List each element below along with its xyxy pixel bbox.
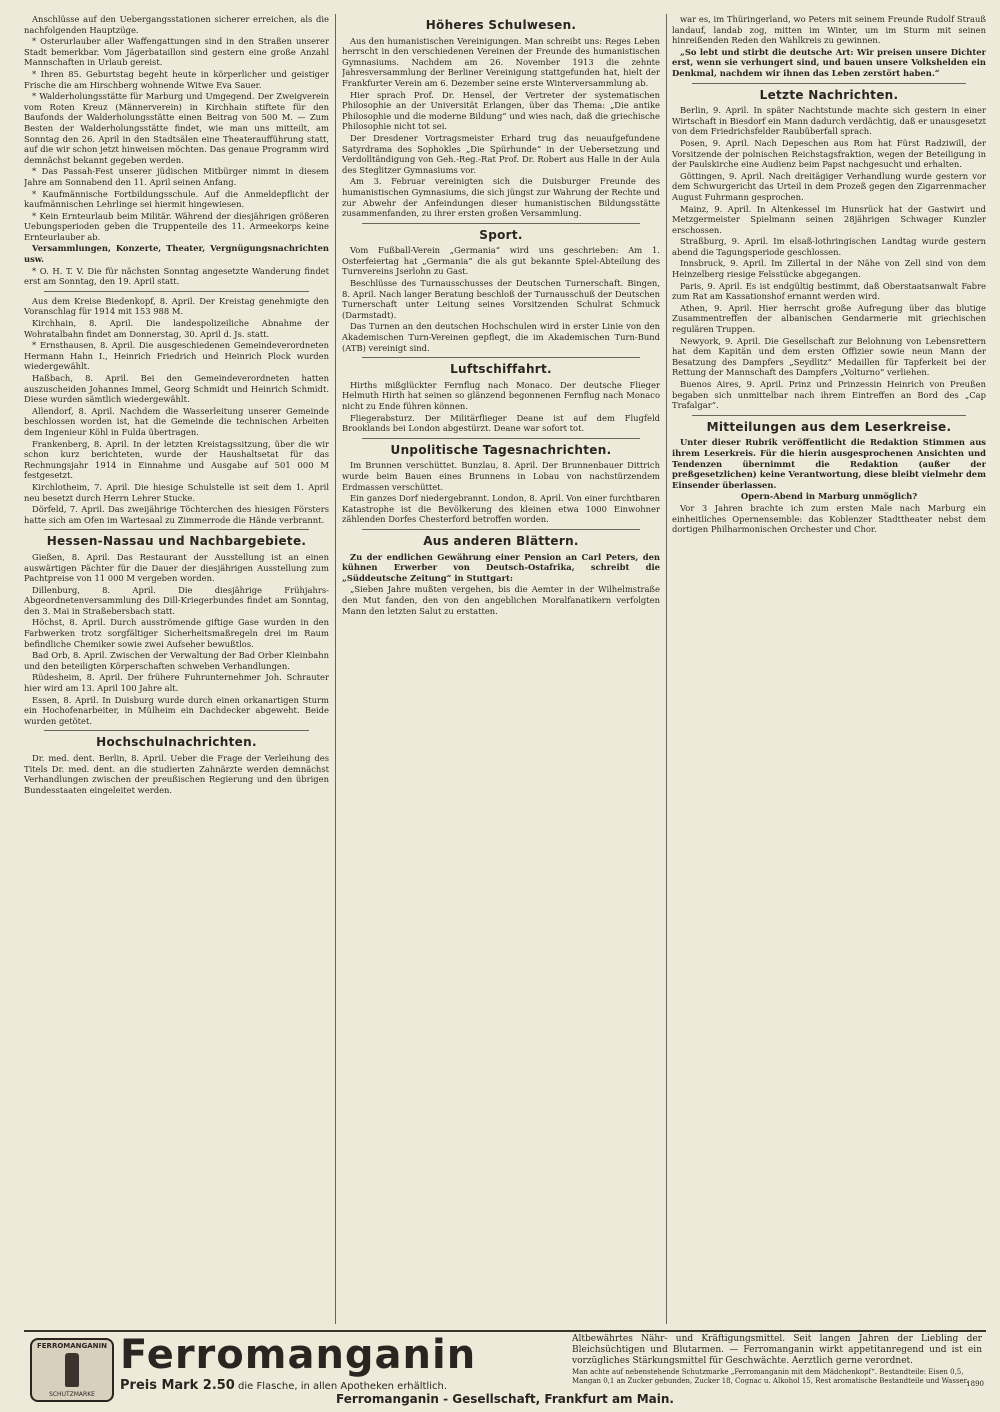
article-text: Kirchlotheim, 7. April. Die hiesige Schulstelle ist seit dem 1. April neu besetzt durch Herrn Lehrer Stucke. [24,481,329,503]
article-text: „So lebt und stirbt die deutsche Art: Wir preisen unsere Dichter erst, wenn sie verhungert sind, und bauen unsere Volkshelden ein Denkmal, nachdem wir ihnen das Leben zerstört haben.“ [672,46,986,78]
article-text: Mainz, 9. April. In Altenkessel im Hunsrück hat der Gastwirt und Metzgermeister Spielmann seinen 28jährigen Schwager Kunzler erschossen. [672,203,986,235]
article-text: Allendorf, 8. April. Nachdem die Wasserleitung unserer Gemeinde beschlossen worden ist, hat die Gemeinde die technischen Arbeiten dem Ingenieur Köhl in Fulda übertragen. [24,405,329,437]
article-text: Innsbruck, 9. April. Im Zillertal in der Nähe von Zell sind von dem Heinzelberg riesige Felsstücke abgegangen. [672,258,986,280]
article-text: Buenos Aires, 9. April. Prinz und Prinzessin Heinrich von Preußen begaben sich unmittelbar nach ihrem Eintreffen an Bord des „Cap Trafalgar“. [672,379,986,411]
bottle-icon [65,1353,79,1387]
ad-number: 1890 [966,1380,984,1388]
section-heading: Höheres Schulwesen. [425,18,577,32]
article-text: * Ihren 85. Geburtstag begeht heute in körperlicher und geistiger Frische die am Hirschberg wohnende Witwe Eva Sauer. [24,68,329,90]
article-text: Essen, 8. April. In Duisburg wurde durch einen orkanartigen Sturm ein Hochofenarbeiter, in Mülheim ein Dachdecker abgeweht. Beide wurden getötet. [24,694,329,726]
article-text: Am 3. Februar vereinigten sich die Duisburger Freunde des humanistischen Gymnasiums, die sich jüngst zur Wahrung der Rechte und zur Abwehr der Anfeindungen dieser humanistischen Bildungsstätte zusammenfanden, zu ihrer ersten großen Versammlung. [342,176,660,219]
article-text: * Kaufmännische Fortbildungsschule. Auf die Anmeldepflicht der kaufmännischen Lehrlinge sei hiermit hingewiesen. [24,188,329,210]
article-text: Vor 3 Jahren brachte ich zum ersten Male nach Marburg ein einheitliches Opernensemble: das Koblenzer Stadttheater nebst dem dortigen Philharmonischen Orchester und Chor. [672,502,986,535]
article-text: Aus den humanistischen Vereinigungen. Man schreibt uns: Reges Leben herrscht in den verschiedenen Vereinen der Freunde des humanistischen Gymnasiums. Nachdem am 26. November 1913 die zehnte Jahresversammlung der Berliner Vereinigung stattgefunden hat, hielt der Frankfurter Verein am 6. Dezember seine erste Winterversammlung ab. [342,35,660,88]
article-title: Opern-Abend in Marburg unmöglich? [740,491,918,502]
column-rule [666,14,667,1324]
article-text: * Walderholungsstätte für Marburg und Umgegend. Der Zweigverein vom Roten Kreuz (Männerverein) in Kirchhain stiftete für den Baufonds der Walderholungsstätte einen Beitrag von 500 M. — Zum Besten der Walderholungsstätte findet, wie man uns mitteilt, am Sonntag den 26. April in den Stadtsälen eine Theateraufführung statt, auf die wir schon jetzt hinweisen möchten. Das genaue Programm wird demnächst bekannt gegeben werden. [24,91,329,165]
article-text: Athen, 9. April. Hier herrscht große Aufregung über das blutige Zusammentreffen der albanischen Gendarmerie mit griechischen regulären Truppen. [672,302,986,335]
article-text: Dillenburg, 8. April. Die diesjährige Frühjahrs-Abgeordnetenversammlung des Dill-Kriegerbundes findet am Sonntag, den 3. Mai in Straßebersbach statt. [24,584,329,616]
section-subheading: Versammlungen, Konzerte, Theater, Vergnügungsnachrichten usw. [24,243,329,265]
article-text: Newyork, 9. April. Die Gesellschaft zur Belohnung von Lebensrettern hat dem Kapitän und dem ersten Offizier sowie neun Mann der Besatzung des Dampfers „Seydlitz“ Medaillen für Tapferkeit bei der Rettung der Mannschaft des Dampfers „Volturno“ verliehen. [672,335,986,378]
article-text: Haßbach, 8. April. Bei den Gemeindeverordneten hatten auszuscheiden Johannes Immel, Georg Schmidt und Heinrich Schmidt. Diese wurden sämtlich wiedergewählt. [24,373,329,405]
divider [44,730,309,731]
column-rule [335,14,336,1324]
column-left [24,14,329,1324]
price-text: die Flasche, in allen Apotheken erhältlich. [238,1381,447,1392]
divider [692,83,966,84]
article-text: Posen, 9. April. Nach Depeschen aus Rom hat Fürst Radziwill, der Vorsitzende der polnischen Reichstagsfraktion, wegen der Beteiligung in der Paulskirche eine Audienz beim Papst nachgesucht und erhalten. [672,137,986,170]
article-text: Fliegerabsturz. Der Militärflieger Deane ist auf dem Flugfeld Brooklands bei London abgestürzt. Deane war sofort tot. [342,412,660,434]
article-text: * Osterurlauber aller Waffengattungen sind in den Straßen unserer Stadt bemerkbar. Vom Jägerbataillon sind gestern eine große Anzahl Mannschaften in Urlaub gereist. [24,36,329,68]
article-text: * Kein Ernteurlaub beim Militär. Während der diesjährigen größeren Uebungsperioden geben die Truppenteile des 11. Armeekorps keine Ernteurlauber ab. [24,210,329,242]
article-text: Dr. med. dent. Berlin, 8. April. Ueber die Frage der Verleihung des Titels Dr. med. dent. an die studierten Zahnärzte werden demnächst Verhandlungen zwischen der preußischen Regierung und den übrigen Bundesstaaten eingeleitet werden. [24,753,329,795]
divider [44,291,309,292]
article-text: * Das Passah-Fest unserer jüdischen Mitbürger nimmt in diesem Jahre am Sonnabend den 11. April seinen Anfang. [24,166,329,187]
divider [44,529,309,530]
article-text: Ein ganzes Dorf niedergebrannt. London, 8. April. Von einer furchtbaren Katastrophe ist die Bevölkerung des kleinen etwa 1000 Einwohner zählenden Dorfes Chesterford betroffen worden. [342,493,660,525]
article-text: war es, im Thüringerland, wo Peters mit seinem Freunde Rudolf Strauß landauf, landab zog, mitten im Winter, um im Sturm mit seinen hinreißenden Reden den Wahlkreis zu gewinnen. [672,14,986,46]
section-heading: Sport. [479,227,523,242]
ad-brand-name: Ferromanganin [120,1332,477,1378]
section-heading: Mitteilungen aus dem Leserkreise. [706,419,952,434]
ad-company: Ferromanganin - Gesellschaft, Frankfurt am Main. [336,1392,674,1406]
article-text: Aus dem Kreise Biedenkopf, 8. April. Der Kreistag genehmigte den Voranschlag für 1914 mit 153 988 M. [24,295,329,317]
ad-fineprint: Man achte auf nebenstehende Schutzmarke „Ferromanganin mit dem Mädchenkopf“. Bestandteile: Eisen 0,5, Mangan 0,1 an Zucker gebunden, Zucker 18, Cognac u. Alkohol 15, Rest aromatische Bestandteile und Wasser. [572,1368,969,1385]
ad-description: Altbewährtes Nähr- und Kräftigungsmittel. Seit langen Jahren der Liebling der Bleichsüchtigen und Blutarmen. — Ferromanganin wirkt appetitanregend und ist ein vorzügliches Stärkungsmittel für Geschwächte. Aerztlich gerne verordnet. [572,1334,982,1366]
article-text: Hier sprach Prof. Dr. Hensel, der Vertreter der systematischen Philosophie an der Universität Erlangen, über das Thema: „Die antike Philosophie und die moderne Bildung“ und wies nach, daß die griechische Philosophie nicht tot sei. [342,89,660,132]
article-text: Unter dieser Rubrik veröffentlicht die Redaktion Stimmen aus ihrem Leserkreis. Für die hierin ausgesprochenen Ansichten und Tendenzen übernimmt die Redaktion (außer der preßgesetzlichen) keine Verantwortung, diese bleibt vielmehr dem Einsender überlassen. [672,437,986,490]
section-heading: Unpolitische Tagesnachrichten. [390,442,612,457]
article-text: „Sieben Jahre mußten vergehen, bis die Aemter in der Wilhelmstraße den Mut fanden, den von den angeblichen Moralfanatikern verfolgten Mann den letzten Salut zu erstatten. [342,584,660,616]
column-right [672,14,986,1324]
newspaper-page [24,14,986,1324]
advertisement [24,1330,986,1404]
article-text: * O. H. T. V. Die für nächsten Sonntag angesetzte Wanderung findet erst am Sonntag, den 19. April statt. [24,265,329,287]
logo-text: FERROMANGANIN [36,1342,108,1350]
article-text: Kirchhain, 8. April. Die landespolizeiliche Abnahme der Wohratalbahn findet am Donnerstag, 30. April d. Js. statt. [24,318,329,339]
article-text: Bad Orb, 8. April. Zwischen der Verwaltung der Bad Orber Kleinbahn und den beteiligten Körperschaften schweben Verhandlungen. [24,650,329,671]
article-text: Der Dresdener Vortragsmeister Erhard trug das neuaufgefundene Satyrdrama des Sophokles „Die Spürhunde“ in der Uebersetzung und Verdolltändigung von Geh.-Reg.-Rat Prof. Dr. Robert aus Halle in der Aula des Steglitzer Gymnasiums vor. [342,132,660,175]
section-heading: Hochschulnachrichten. [96,735,257,750]
article-text: Vom Fußball-Verein „Germania“ wird uns geschrieben: Am 1. Osterfeiertag hat „Germania“ die als gut bekannte Spiel-Abteilung des Turnvereins Jserlohn zu Gast. [342,245,660,277]
article-text: Zu der endlichen Gewährung einer Pension an Carl Peters, den kühnen Erwerber von Deutsch-Ostafrika, schreibt die „Süddeutsche Zeitung“ in Stuttgart: [342,551,660,583]
article-text: Dörfeld, 7. April. Das zweijährige Töchterchen des hiesigen Försters hatte sich am Ofen im Wartesaal zu Zimmerrode die Hände verbrannt. [24,504,329,525]
section-heading: Aus anderen Blättern. [423,533,579,548]
divider [362,223,640,224]
divider [362,357,640,358]
article-text: Höchst, 8. April. Durch ausströmende giftige Gase wurden in den Farbwerken trotz sorgfältiger Sicherheitsmaßregeln drei im Raum befindliche Chemiker sowie zwei Aufseher bewußtlos. [24,617,329,649]
article-text: Im Brunnen verschüttet. Bunzlau, 8. April. Der Brunnenbauer Dittrich wurde beim Bauen eines Brunnens in Lobau von nachstürzendem Erdmassen verschüttet. [342,460,660,492]
divider [692,415,966,416]
divider [362,438,640,439]
article-text: Hirths mißglückter Fernflug nach Monaco. Der deutsche Flieger Helmuth Hirth hat seinen so glänzend begonnenen Fernflug nach Monaco nicht zu Ende führen können. [342,379,660,411]
article-text: Paris, 9. April. Es ist endgültig bestimmt, daß Oberstaatsanwalt Fabre zum Rat am Kassationshof ernannt werden wird. [672,280,986,302]
article-text: Anschlüsse auf den Uebergangsstationen sicherer erreichen, als die nachfolgenden Hauptzüge. [24,14,329,35]
section-heading: Hessen-Nassau und Nachbargebiete. [46,534,307,549]
ad-price [120,1378,447,1393]
divider [362,529,640,530]
section-heading: Luftschiffahrt. [450,362,552,377]
article-text: Göttingen, 9. April. Nach dreitägiger Verhandlung wurde gestern vor dem Schwurgericht das Urteil in dem Prozeß gegen den Zigarrenmacher August Fuhrmann gesprochen. [672,170,986,202]
article-text: Rüdesheim, 8. April. Der frühere Fuhrunternehmer Joh. Schrauter hier wird am 13. April 100 Jahre alt. [24,672,329,694]
logo-caption: SCHUTZMARKE [49,1391,95,1398]
article-text: Frankenberg, 8. April. In der letzten Kreistagssitzung, über die wir schon kurz berichteten, wurde der Haushaltsetat für das Rechnungsjahr 1914 in Einnahme und Ausgabe auf 501 000 M festgesetzt. [24,438,329,481]
article-text: Straßburg, 9. April. Im elsaß-lothringischen Landtag wurde gestern abend die Tagungsperiode geschlossen. [672,236,986,257]
article-text: Berlin, 9. April. In später Nachtstunde machte sich gestern in einer Wirtschaft in Biesdorf ein Mann dadurch verdächtig, daß er unausgesetzt von dem Friedrichsfelder Raubüberfall sprach. [672,105,986,137]
section-heading: Letzte Nachrichten. [759,87,899,102]
article-text: Beschlüsse des Turnausschusses der Deutschen Turnerschaft. Bingen, 8. April. Nach langer Beratung beschloß der Turnausschuß der Deutschen Turnerschaft unter Leitung seines Vorsitzenden Schulrat Schmuck (Darmstadt). [342,278,660,320]
article-text: * Ernsthausen, 8. April. Die ausgeschiedenen Gemeindeverordneten Hermann Hahn I., Heinrich Friedrich und Heinrich Plock wurden wiedergewählt. [24,340,329,372]
column-middle [342,14,660,1324]
price-label: Preis Mark 2.50 [120,1378,235,1393]
article-text: Das Turnen an den deutschen Hochschulen wird in erster Linie von den Akademischen Turn-Vereinen gepflegt, die im Akademischen Turn-Bund (ATB) vereinigt sind. [342,321,660,353]
article-text: Gießen, 8. April. Das Restaurant der Ausstellung ist an einen auswärtigen Pächter für die Dauer der diesjährigen Ausstellung zum Pachtpreise von 11 000 M vergeben worden. [24,551,329,584]
